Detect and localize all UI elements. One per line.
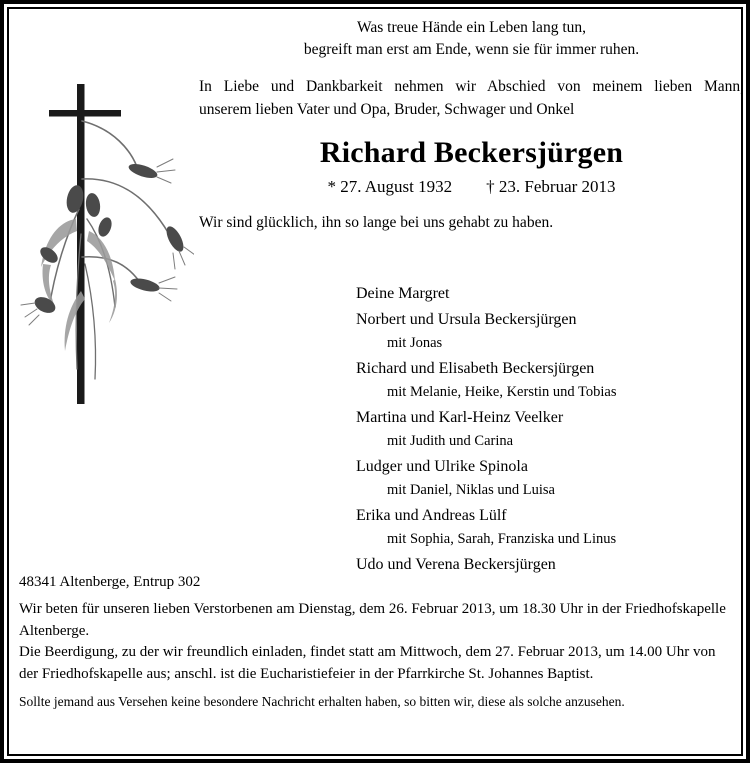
life-dates [199,177,744,197]
birth-date: * 27. August 1932 [327,177,453,196]
list-item [356,405,746,453]
verse-line-1: Was treue Hände ein Leben lang tun, [356,19,586,36]
family-member: Udo und Verena Beckersjürgen [356,556,556,573]
closing-note: Sollte jemand aus Versehen keine besondere Nachricht erhalten haben, so bitten wir, diese als solche anzusehen. [19,694,625,709]
death-date: † 23. Februar 2013 [486,177,616,196]
family-children: mit Judith und Carina [387,433,514,449]
list-item [356,454,746,502]
family-member: Richard und Elisabeth Beckersjürgen [356,360,595,377]
family-member: Martina und Karl-Heinz Veelker [356,409,564,426]
list-item [356,307,746,355]
deceased-name: Richard Beckersjürgen [319,136,624,169]
cross-with-wheat-illustration [19,59,194,404]
family-member: Deine Margret [356,285,450,302]
address-line: 48341 Altenberge, Entrup 302 [19,574,201,590]
list-item [356,356,746,404]
list-item [356,281,746,306]
family-children: mit Melanie, Heike, Kerstin und Tobias [387,384,617,400]
prayer-service-text: Wir beten für unseren lieben Verstorbenen am Dienstag, dem 26. Februar 2013, um 18.30 Uhr in der Friedhofskapelle Altenberge. [19,601,726,639]
memorial-verse [199,17,744,61]
family-list [356,281,746,578]
service-information [19,571,737,712]
list-item [356,503,746,551]
family-member: Norbert und Ursula Beckersjürgen [356,311,577,328]
notice-content [9,9,744,754]
family-member: Erika und Andreas Lülf [356,507,507,524]
verse-line-2: begreift man erst am Ende, wenn sie für immer ruhen. [303,41,640,58]
intro-line-1: In Liebe und Dankbarkeit nehmen wir Abschied von meinem lieben Mann, [199,78,744,95]
family-member: Ludger und Ulrike Spinola [356,458,528,475]
gratitude-line: Wir sind glücklich, ihn so lange bei uns gehabt zu haben. [199,214,554,231]
family-children: mit Daniel, Niklas und Luisa [387,482,555,498]
upper-text-block [199,17,744,232]
intro-line-2: unserem lieben Vater und Opa, Bruder, Schwager und Onkel [199,101,575,118]
cross-icon [49,84,121,404]
burial-text: Die Beerdigung, zu der wir freundlich einladen, findet statt am Mittwoch, dem 27. Februar 2013, um 14.00 Uhr von der Friedhofskapelle aus; anschl. ist die Eucharistiefeier in der Pfarrkirche St. Johannes Baptist. [19,644,716,682]
announcement-intro [199,75,744,121]
family-children: mit Sophia, Sarah, Franziska und Linus [387,531,617,547]
service-details [19,599,737,685]
family-children: mit Jonas [387,335,443,351]
